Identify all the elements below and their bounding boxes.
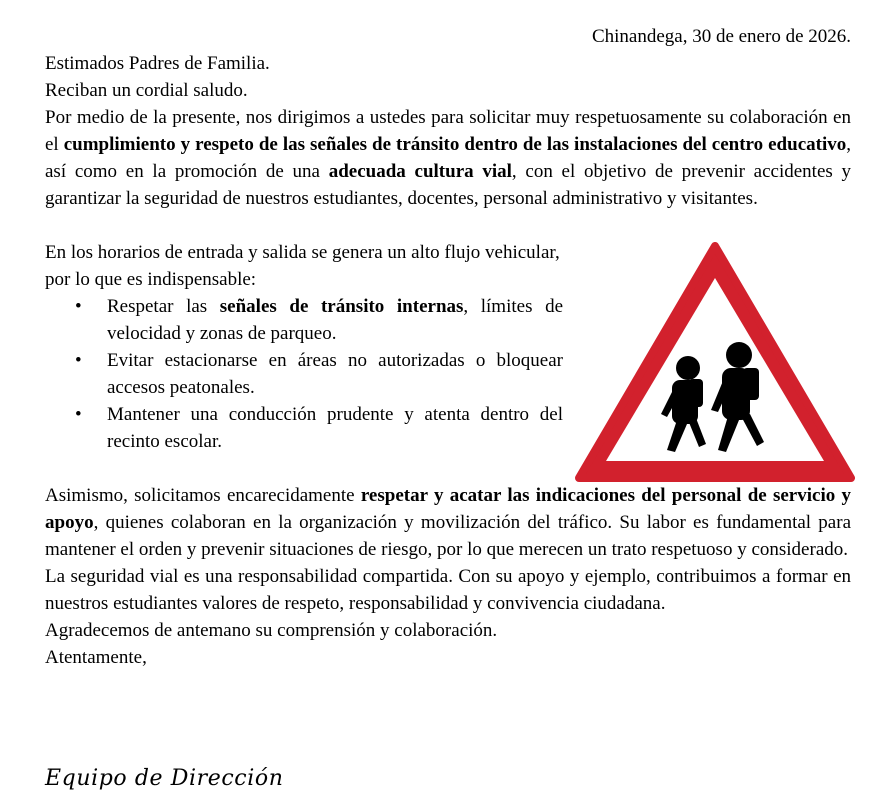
requirements-list bbox=[45, 293, 563, 455]
salutation: Reciban un cordial saludo. bbox=[45, 80, 248, 101]
paragraph-staff bbox=[45, 482, 851, 563]
intro-text-a: Por medio de la presente, nos dirigimos a ustedes para solicitar muy respetuosamente su colaboración en el bbox=[45, 107, 851, 155]
paragraph-intro bbox=[45, 104, 851, 212]
paragraph-shared-responsibility: La seguridad vial es una responsabilidad compartida. Con su apoyo y ejemplo, contribuimos a formar en nuestros estudiantes valores de respeto, responsabilidad y convivencia ciudadana. bbox=[45, 566, 851, 614]
signature-block bbox=[45, 765, 283, 793]
list-item: • Mantener una conducción prudente y atenta dentro del recinto escolar. bbox=[45, 401, 563, 455]
school-crossing-sign-icon bbox=[575, 242, 855, 486]
closing: Atentamente, bbox=[45, 647, 147, 668]
paragraph-thanks: Agradecemos de antemano su comprensión y colaboración. bbox=[45, 620, 498, 641]
bullet-1-text-a: Respetar las bbox=[107, 296, 220, 317]
bullet-1-bold: señales de tránsito internas bbox=[219, 296, 464, 317]
bullet-1-text-c: , límites de velocidad y zonas de parqueo. bbox=[107, 296, 564, 344]
intro-text-c: , así como en la promoción de una bbox=[45, 134, 851, 182]
intro-bold-culture: adecuada cultura vial bbox=[328, 161, 512, 182]
staff-text-a: Asimismo, solicitamos encarecidamente bbox=[45, 485, 361, 506]
signature: Equipo de Dirección bbox=[45, 766, 284, 791]
intro-text-d: , con el objetivo de prevenir accidentes y garantizar la seguridad de nuestros estudiantes, docentes, personal administrativo y visitantes. bbox=[45, 161, 852, 209]
paragraph-traffic-flow: En los horarios de entrada y salida se genera un alto flujo vehicular, por lo que es indispensable: bbox=[45, 242, 560, 290]
list-item: • Evitar estacionarse en áreas no autorizadas o bloquear accesos peatonales. bbox=[45, 347, 563, 401]
intro-bold-signs: cumplimiento y respeto de las señales de tránsito dentro de las instalaciones del centro educativo bbox=[63, 134, 847, 155]
greeting: Estimados Padres de Familia. bbox=[45, 53, 270, 74]
list-item bbox=[45, 293, 563, 347]
staff-text-c: , quienes colaboran en la organización y movilización del tráfico. Su labor es fundamental para mantener el orden y prevenir situaciones de riesgo, por lo que merecen un trato respetuoso y considerado. bbox=[45, 512, 851, 560]
staff-bold: respetar y acatar las indicaciones del personal de servicio y apoyo bbox=[45, 485, 851, 533]
letter-date: Chinandega, 30 de enero de 2026. bbox=[591, 26, 851, 47]
